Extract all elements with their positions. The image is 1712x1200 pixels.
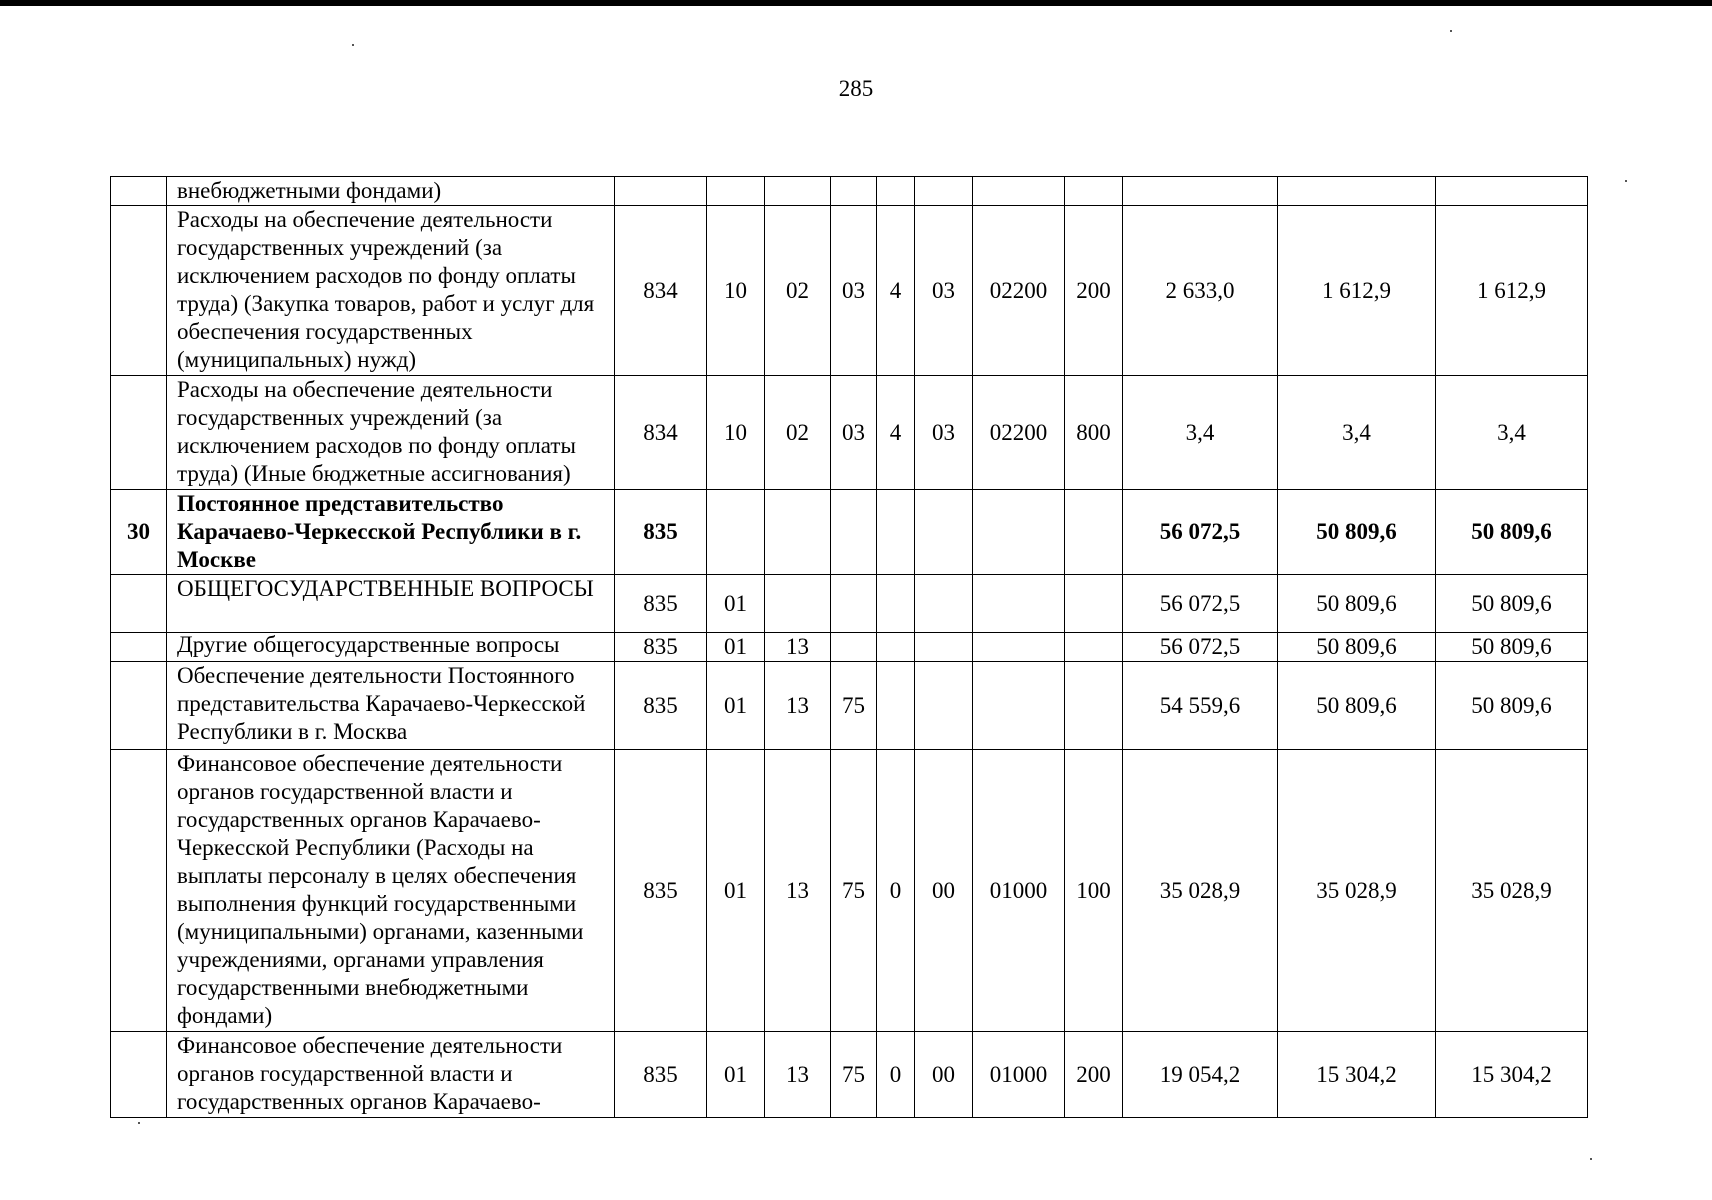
code-main-event bbox=[915, 662, 973, 750]
row-number bbox=[111, 206, 167, 376]
table-row bbox=[111, 177, 1588, 206]
code-section bbox=[707, 177, 765, 206]
row-number bbox=[111, 177, 167, 206]
row-number bbox=[111, 633, 167, 662]
code-main-event: 03 bbox=[915, 206, 973, 376]
amount-3: 50 809,6 bbox=[1436, 662, 1588, 750]
code-section: 01 bbox=[707, 750, 765, 1032]
code-section: 01 bbox=[707, 1032, 765, 1118]
code-direction bbox=[973, 633, 1065, 662]
code-ministry: 835 bbox=[615, 490, 707, 575]
code-program bbox=[831, 575, 877, 633]
code-program: 03 bbox=[831, 206, 877, 376]
code-program bbox=[831, 490, 877, 575]
amount-3: 50 809,6 bbox=[1436, 490, 1588, 575]
amount-2: 3,4 bbox=[1278, 376, 1436, 490]
amount-3: 50 809,6 bbox=[1436, 633, 1588, 662]
code-subprogram: 0 bbox=[877, 1032, 915, 1118]
amount-2: 50 809,6 bbox=[1278, 662, 1436, 750]
code-subsection bbox=[765, 575, 831, 633]
scan-speck bbox=[1625, 180, 1627, 182]
amount-2: 1 612,9 bbox=[1278, 206, 1436, 376]
code-section: 10 bbox=[707, 376, 765, 490]
code-direction: 01000 bbox=[973, 1032, 1065, 1118]
row-number: 30 bbox=[111, 490, 167, 575]
code-expense-type: 100 bbox=[1065, 750, 1123, 1032]
row-number bbox=[111, 376, 167, 490]
code-main-event bbox=[915, 490, 973, 575]
amount-2: 35 028,9 bbox=[1278, 750, 1436, 1032]
code-subsection: 13 bbox=[765, 662, 831, 750]
amount-1: 19 054,2 bbox=[1123, 1032, 1278, 1118]
scan-speck bbox=[1450, 30, 1452, 32]
row-name: ОБЩЕГОСУДАРСТВЕННЫЕ ВОПРОСЫ bbox=[167, 575, 615, 633]
code-ministry: 835 bbox=[615, 1032, 707, 1118]
table-row bbox=[111, 750, 1588, 1032]
row-name: Финансовое обеспечение деятельности органов государственной власти и государственных органов Карачаево- bbox=[167, 1032, 615, 1118]
code-subsection: 02 bbox=[765, 206, 831, 376]
code-subprogram bbox=[877, 177, 915, 206]
row-number bbox=[111, 750, 167, 1032]
code-main-event bbox=[915, 633, 973, 662]
amount-2: 50 809,6 bbox=[1278, 575, 1436, 633]
table-row bbox=[111, 1032, 1588, 1118]
table-row bbox=[111, 376, 1588, 490]
code-subsection: 13 bbox=[765, 750, 831, 1032]
code-program: 03 bbox=[831, 376, 877, 490]
amount-3: 15 304,2 bbox=[1436, 1032, 1588, 1118]
code-subprogram bbox=[877, 575, 915, 633]
code-direction: 01000 bbox=[973, 750, 1065, 1032]
amount-2 bbox=[1278, 177, 1436, 206]
code-subprogram: 4 bbox=[877, 206, 915, 376]
scan-top-edge bbox=[0, 0, 1712, 6]
row-number bbox=[111, 575, 167, 633]
code-subprogram: 4 bbox=[877, 376, 915, 490]
code-direction: 02200 bbox=[973, 206, 1065, 376]
code-program: 75 bbox=[831, 750, 877, 1032]
code-program: 75 bbox=[831, 662, 877, 750]
row-name: Обеспечение деятельности Постоянного представительства Карачаево-Черкесской Республики в г. Москва bbox=[167, 662, 615, 750]
code-expense-type bbox=[1065, 662, 1123, 750]
code-section: 01 bbox=[707, 662, 765, 750]
code-direction bbox=[973, 490, 1065, 575]
code-subprogram: 0 bbox=[877, 750, 915, 1032]
scan-speck bbox=[138, 1122, 140, 1124]
code-expense-type bbox=[1065, 490, 1123, 575]
row-name: Расходы на обеспечение деятельности государственных учреждений (за исключением расходов по фонду оплаты труда) (Закупка товаров, работ и услуг для обеспечения государственных (муниципальных) нужд) bbox=[167, 206, 615, 376]
amount-3: 3,4 bbox=[1436, 376, 1588, 490]
code-main-event bbox=[915, 575, 973, 633]
code-section: 01 bbox=[707, 633, 765, 662]
amount-3: 50 809,6 bbox=[1436, 575, 1588, 633]
amount-1: 56 072,5 bbox=[1123, 490, 1278, 575]
code-direction: 02200 bbox=[973, 376, 1065, 490]
code-ministry: 834 bbox=[615, 376, 707, 490]
code-ministry: 835 bbox=[615, 662, 707, 750]
code-subprogram bbox=[877, 633, 915, 662]
amount-1: 3,4 bbox=[1123, 376, 1278, 490]
amount-2: 50 809,6 bbox=[1278, 490, 1436, 575]
code-main-event bbox=[915, 177, 973, 206]
amount-1: 2 633,0 bbox=[1123, 206, 1278, 376]
code-ministry bbox=[615, 177, 707, 206]
code-main-event: 00 bbox=[915, 1032, 973, 1118]
code-expense-type: 200 bbox=[1065, 1032, 1123, 1118]
code-direction bbox=[973, 662, 1065, 750]
scan-speck bbox=[352, 44, 354, 46]
amount-3: 35 028,9 bbox=[1436, 750, 1588, 1032]
budget-table bbox=[110, 176, 1588, 1118]
amount-1: 35 028,9 bbox=[1123, 750, 1278, 1032]
code-section: 10 bbox=[707, 206, 765, 376]
amount-3: 1 612,9 bbox=[1436, 206, 1588, 376]
code-expense-type bbox=[1065, 633, 1123, 662]
table-row bbox=[111, 206, 1588, 376]
code-direction bbox=[973, 177, 1065, 206]
code-main-event: 00 bbox=[915, 750, 973, 1032]
code-expense-type bbox=[1065, 575, 1123, 633]
row-name: Финансовое обеспечение деятельности органов государственной власти и государственных органов Карачаево-Черкесской Республики (Расходы на выплаты персоналу в целях обеспечения выполнения функций государственными (муниципальными) органами, казенными учреждениями, органами управления государственными внебюджетными фондами) bbox=[167, 750, 615, 1032]
table-row bbox=[111, 575, 1588, 633]
amount-2: 15 304,2 bbox=[1278, 1032, 1436, 1118]
table-row-section-total bbox=[111, 490, 1588, 575]
amount-1 bbox=[1123, 177, 1278, 206]
amount-1: 56 072,5 bbox=[1123, 575, 1278, 633]
amount-3 bbox=[1436, 177, 1588, 206]
code-expense-type bbox=[1065, 177, 1123, 206]
code-expense-type: 200 bbox=[1065, 206, 1123, 376]
row-number bbox=[111, 662, 167, 750]
table-row bbox=[111, 662, 1588, 750]
code-subprogram bbox=[877, 662, 915, 750]
code-ministry: 835 bbox=[615, 633, 707, 662]
code-expense-type: 800 bbox=[1065, 376, 1123, 490]
row-name: Другие общегосударственные вопросы bbox=[167, 633, 615, 662]
code-main-event: 03 bbox=[915, 376, 973, 490]
code-subsection: 02 bbox=[765, 376, 831, 490]
code-ministry: 834 bbox=[615, 206, 707, 376]
code-subsection: 13 bbox=[765, 1032, 831, 1118]
code-subsection bbox=[765, 177, 831, 206]
code-subsection: 13 bbox=[765, 633, 831, 662]
amount-1: 56 072,5 bbox=[1123, 633, 1278, 662]
code-program bbox=[831, 633, 877, 662]
row-name: внебюджетными фондами) bbox=[167, 177, 615, 206]
code-direction bbox=[973, 575, 1065, 633]
row-name: Постоянное представительство Карачаево-Черкесской Республики в г. Москве bbox=[167, 490, 615, 575]
code-section: 01 bbox=[707, 575, 765, 633]
code-subsection bbox=[765, 490, 831, 575]
amount-2: 50 809,6 bbox=[1278, 633, 1436, 662]
scan-speck bbox=[1590, 1158, 1592, 1160]
code-program: 75 bbox=[831, 1032, 877, 1118]
table-row bbox=[111, 633, 1588, 662]
row-name: Расходы на обеспечение деятельности государственных учреждений (за исключением расходов по фонду оплаты труда) (Иные бюджетные ассигнования) bbox=[167, 376, 615, 490]
page-number: 285 bbox=[838, 76, 874, 101]
row-number bbox=[111, 1032, 167, 1118]
code-section bbox=[707, 490, 765, 575]
code-ministry: 835 bbox=[615, 750, 707, 1032]
code-program bbox=[831, 177, 877, 206]
code-subprogram bbox=[877, 490, 915, 575]
amount-1: 54 559,6 bbox=[1123, 662, 1278, 750]
code-ministry: 835 bbox=[615, 575, 707, 633]
